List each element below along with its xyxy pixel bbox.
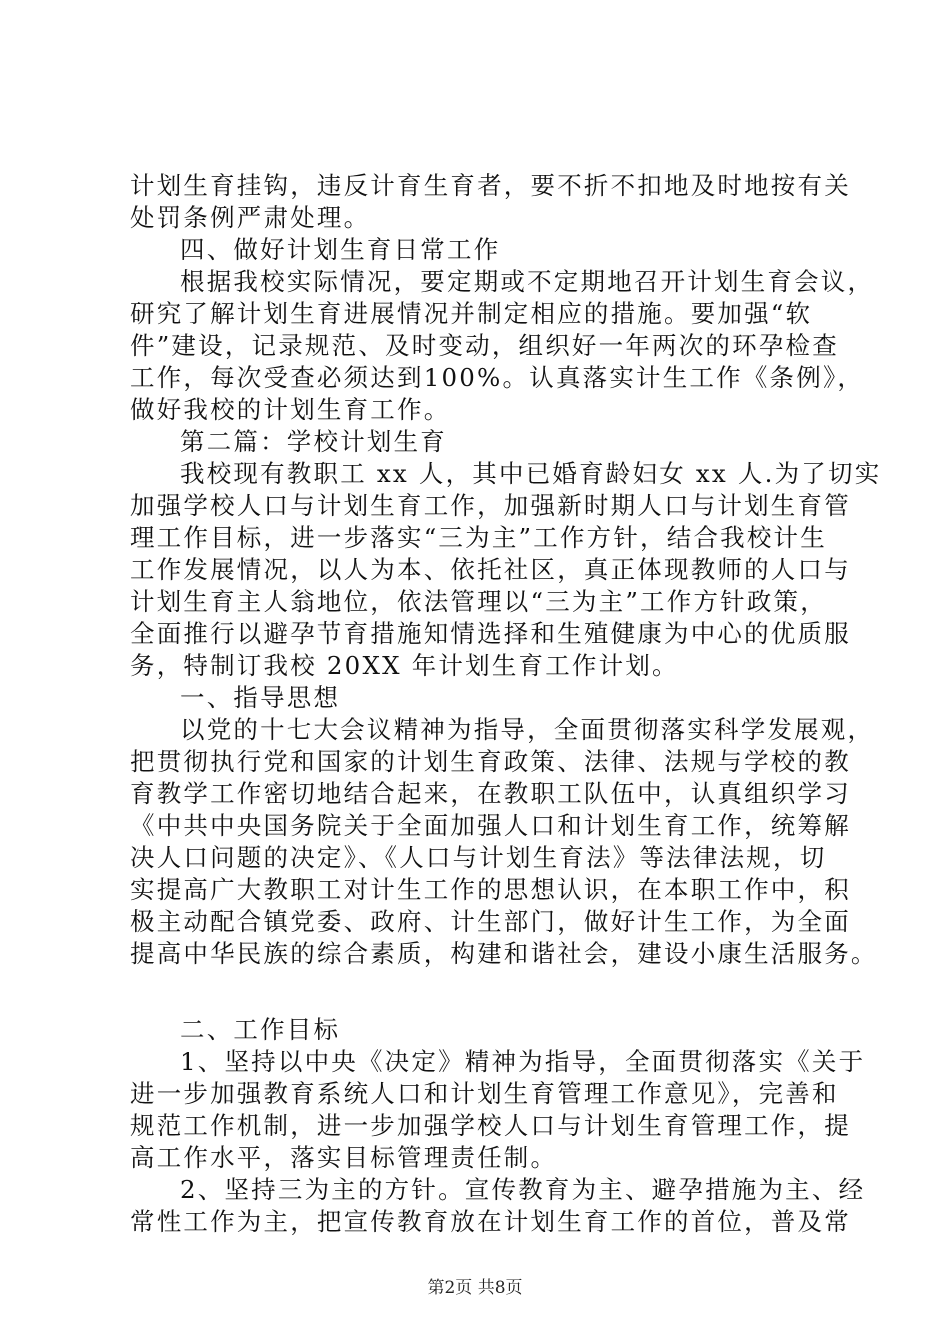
text-line: 2、坚持三为主的方针。宣传教育为主、避孕措施为主、经 xyxy=(180,1175,866,1204)
text-line: 我校现有教职工 xx 人，其中已婚育龄妇女 xx 人.为了切实 xyxy=(180,459,882,488)
text-line: 工作发展情况，以人为本、依托社区，真正体现教师的人口与 xyxy=(130,555,851,584)
text-line: 理工作目标，进一步落实“三为主”工作方针，结合我校计生 xyxy=(130,523,827,552)
text-line: 进一步加强教育系统人口和计划生育管理工作意见》，完善和 xyxy=(130,1079,839,1108)
text-line: 研究了解计划生育进展情况并制定相应的措施。要加强“软 xyxy=(130,299,813,328)
text-line: 常性工作为主，把宣传教育放在计划生育工作的首位，普及常 xyxy=(130,1207,851,1236)
text-line: 计划生育挂钩，违反计育生育者，要不折不扣地及时地按有关 xyxy=(130,171,851,200)
page-footer xyxy=(0,1273,950,1298)
chapter-heading: 第二篇：学校计划生育 xyxy=(180,427,447,456)
text-line: 以党的十七大会议精神为指导，全面贯彻落实科学发展观， xyxy=(180,715,875,744)
paragraph-gap xyxy=(130,970,850,1014)
text-line: 规范工作机制，进一步加强学校人口与计划生育管理工作，提 xyxy=(130,1111,851,1140)
text-line: 处罚条例严肃处理。 xyxy=(130,203,371,232)
text-line: 根据我校实际情况，要定期或不定期地召开计划生育会议， xyxy=(180,267,875,296)
text-line: 育教学工作密切地结合起来，在教职工队伍中，认真组织学习 xyxy=(130,779,851,808)
text-line: 《中共中央国务院关于全面加强人口和计划生育工作，统筹解 xyxy=(130,811,851,840)
section-heading: 二、工作目标 xyxy=(180,1015,341,1044)
text-line: 把贯彻执行党和国家的计划生育政策、法律、法规与学校的教 xyxy=(130,747,851,776)
text-line: 件”建设，记录规范、及时变动，组织好一年两次的环孕检查 xyxy=(130,331,839,360)
text-line: 做好我校的计划生育工作。 xyxy=(130,395,451,424)
text-line: 工作，每次受查必须达到100%。认真落实计生工作《条例》， xyxy=(130,363,865,392)
page-number-label: 第2页 共8页 xyxy=(427,1278,523,1298)
section-heading: 一、指导思想 xyxy=(180,683,341,712)
text-line: 实提高广大教职工对计生工作的思想认识，在本职工作中，积 xyxy=(130,875,851,904)
text-line: 全面推行以避孕节育措施知情选择和生殖健康为中心的优质服 xyxy=(130,619,851,648)
section-heading: 四、做好计划生育日常工作 xyxy=(180,235,501,264)
text-line: 决人口问题的决定》、《人口与计划生育法》等法律法规，切 xyxy=(130,843,827,872)
text-line: 提高中华民族的综合素质，构建和谐社会，建设小康生活服务。 xyxy=(130,939,878,968)
text-line: 1、坚持以中央《决定》精神为指导，全面贯彻落实《关于 xyxy=(180,1047,866,1076)
document-body xyxy=(130,170,882,1238)
text-line: 高工作水平，落实目标管理责任制。 xyxy=(130,1143,558,1172)
text-line: 极主动配合镇党委、政府、计生部门，做好计生工作，为全面 xyxy=(130,907,851,936)
text-line: 务，特制订我校 20XX 年计划生育工作计划。 xyxy=(130,651,679,680)
text-line: 加强学校人口与计划生育工作，加强新时期人口与计划生育管 xyxy=(130,491,851,520)
text-line: 计划生育主人翁地位，依法管理以“三为主”工作方针政策， xyxy=(130,587,827,616)
